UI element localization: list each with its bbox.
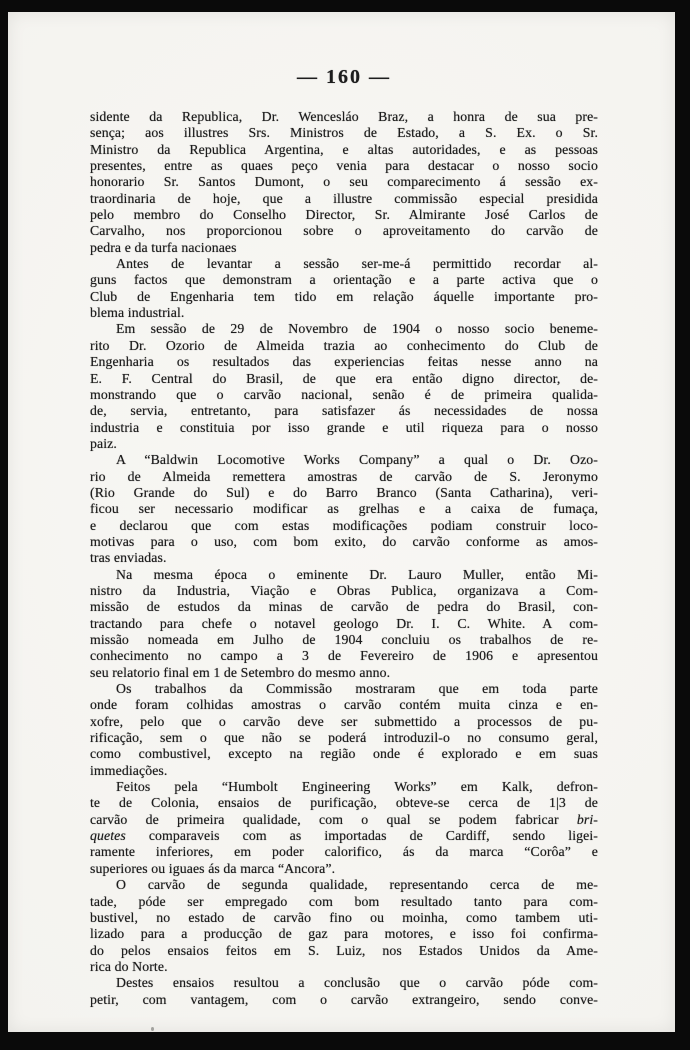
text-line: paiz.: [90, 435, 117, 451]
text-line: tractando para chefe o notavel geologo Dr. I. C. White. A com-: [90, 615, 598, 631]
text-line: Os trabalhos da Commissão mostraram que em toda parte: [116, 681, 598, 697]
scanned-page: [8, 12, 675, 1032]
paragraph: [90, 321, 598, 452]
text-line: missão de estudos da minas de carvão de pedra do Brasil, con-: [90, 599, 598, 615]
scan-artifact: [151, 1027, 154, 1031]
text-line: Destes ensaios resultou a conclusão que o carvão póde com-: [116, 975, 598, 991]
text-line: sidente da Republica, Dr. Wencesláo Braz, a honra de sua pre-: [90, 109, 598, 124]
paragraph: [90, 256, 598, 321]
text-line: sença; aos illustres Srs. Ministros de Estado, a S. Ex. o Sr.: [90, 125, 598, 141]
text-line: onde foram colhidas amostras o carvão contém muita cinza e en-: [90, 697, 598, 713]
text-line: carvão de primeira qualidade, com o qual se podem fabricar bri-: [90, 811, 598, 827]
text-line: immediações.: [90, 762, 168, 778]
paragraph: [90, 452, 598, 566]
text-line: Antes de levantar a sessão ser-me-á permittido recordar al-: [116, 256, 598, 272]
text-line: missão nomeada em Julho de 1904 concluiu os trabalhos de re-: [90, 632, 598, 647]
text-line: blema industrial.: [90, 305, 185, 321]
text-line: de, servia, entretanto, para satisfazer ás necessidades de nossa: [90, 403, 598, 419]
paragraph: [90, 779, 598, 877]
text-line: pedra e da turfa nacionaes: [90, 239, 237, 255]
text-line: tras enviadas.: [90, 550, 167, 566]
text-line: bustivel, no estado de carvão fino ou moinha, como tambem uti-: [90, 909, 598, 925]
text-line: do pelos ensaios feitos em S. Luiz, nos Estados Unidos da Ame-: [90, 942, 598, 958]
paragraph: [90, 877, 598, 975]
text-line: seu relatorio final em 1 de Setembro do mesmo anno.: [90, 664, 391, 680]
text-line: rica do Norte.: [90, 958, 168, 974]
text-line: xofre, pelo que o carvão deve ser submettido a processos de pu-: [90, 713, 598, 729]
paragraph: [90, 109, 598, 256]
text-line: Ministro da Republica Argentina, e altas autoridades, e as pessoas: [90, 141, 598, 157]
text-line: tade, póde ser empregado com bom resultado tanto para com-: [90, 893, 598, 909]
text-line: Club de Engenharia tem tido em relação áquelle importante pro-: [90, 288, 598, 304]
text-line: petir, com vantagem, com o carvão extrangeiro, sendo conve-: [90, 991, 598, 1007]
text-line: Em sessão de 29 de Novembro de 1904 o nosso socio beneme-: [116, 321, 598, 337]
text-line: Na mesma época o eminente Dr. Lauro Muller, então Mi-: [116, 566, 598, 582]
text-line: industria e constituia por isso grande e util riqueza para o nosso: [90, 419, 598, 435]
text-line: Carvalho, nos proporcionou sobre o aproveitamento do carvão de: [90, 223, 598, 239]
paragraph: [90, 567, 598, 681]
text-line: ramente inferiores, em poder calorifico, ás da marca “Corôa” e: [90, 844, 598, 860]
text-line: (Rio Grande do Sul) e do Barro Branco (Santa Catharina), veri-: [90, 484, 598, 500]
text-line: presentes, entre as quaes peço venia para destacar o nosso socio: [90, 158, 598, 174]
text-line: rio de Almeida remettera amostras de carvão de S. Jeronymo: [90, 468, 598, 484]
text-line: rificação, sem o que não se poderá introduzil-o no consumo geral,: [90, 730, 598, 746]
text-line: monstrando que o carvão nacional, senão é de primeira qualida-: [90, 386, 598, 402]
text-line: como combustivel, excepto na região onde é explorado e em suas: [90, 746, 598, 762]
text-line: O carvão de segunda qualidade, representando cerca de me-: [116, 877, 598, 893]
text-line: E. F. Central do Brasil, de que era então digno director, de-: [90, 370, 598, 386]
paragraph: [90, 681, 598, 779]
text-line: te de Colonia, ensaios de purificação, obteve-se cerca de 1|3 de: [90, 795, 598, 811]
text-line: guns factos que demonstram a orientação e a parte activa que o: [90, 272, 598, 288]
paragraph: [90, 975, 598, 1008]
text-line: Feitos pela “Humbolt Engineering Works” em Kalk, defron-: [116, 779, 598, 795]
text-line: traordinaria de hoje, que a illustre commissão especial presidida: [90, 190, 598, 206]
text-line: quetes comparaveis com as importadas de Cardiff, sendo ligei-: [90, 828, 598, 844]
page-text: [90, 109, 598, 1008]
text-line: Engenharia os resultados das experiencias feitas nesse anno na: [90, 354, 598, 370]
text-line: nistro da Industria, Viação e Obras Publica, organizava a Com-: [90, 582, 598, 598]
text-line: e declarou que com estas modificações podiam construir loco-: [90, 517, 598, 533]
page-number: — 160 —: [297, 66, 391, 88]
text-line: motivas para o uso, com bom exito, do carvão conforme as amos-: [90, 533, 598, 549]
text-line: pelo membro do Conselho Director, Sr. Almirante José Carlos de: [90, 207, 598, 223]
text-line: lizado para a producção de gaz para motores, e isso foi confirma-: [90, 926, 598, 942]
text-line: rito Dr. Ozorio de Almeida trazia ao conhecimento do Club de: [90, 337, 598, 353]
text-line: A “Baldwin Locomotive Works Company” a qual o Dr. Ozo-: [116, 452, 598, 468]
text-line: conhecimento no campo a 3 de Fevereiro de 1906 e apresentou: [90, 648, 598, 664]
text-line: superiores ou iguaes ás da marca “Ancora”.: [90, 860, 336, 876]
text-line: honorario Sr. Santos Dumont, o seu comparecimento á sessão ex-: [90, 174, 598, 190]
text-line: ficou ser necessario modificar as grelhas e a caixa de fumaça,: [90, 501, 598, 517]
